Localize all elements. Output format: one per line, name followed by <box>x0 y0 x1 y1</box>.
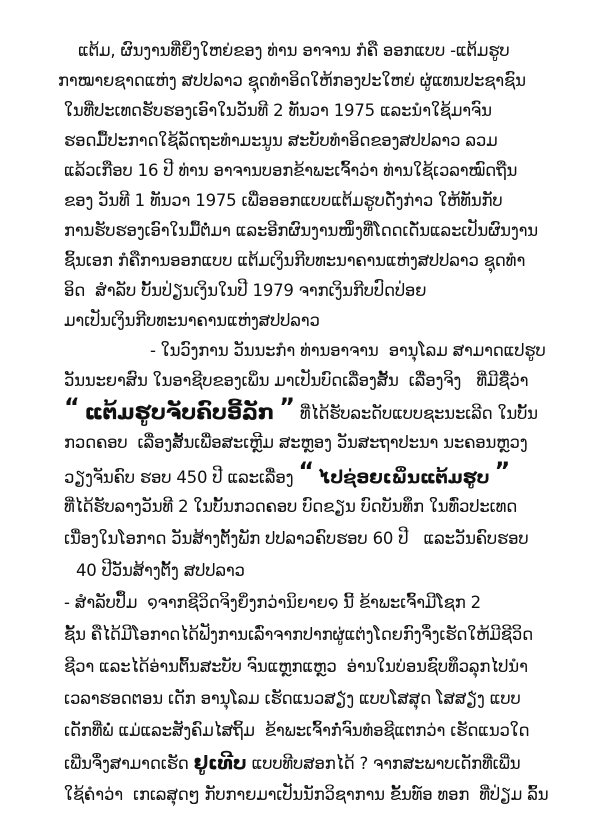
text-line: ແຕ້ມ, ຜົນງານທີ່ຍິ່ງໃຫຍ່ຂອງ ທ່ານ ອາຈານ ກໍຄື ອອກແບບ -ແຕ້ມຮູບ <box>78 41 510 60</box>
text-line: ກວດຄອບ ເລື່ອງສັ້ນເພື່ອສະເຫຼີມ ສະຫຼອງ ວັນສະຖາປະນາ ນະຄອນຫຼວງ <box>64 433 528 452</box>
text-line: ແລ້ວເກືອບ 16 ປີ ທ່ານ ອາຈານບອກຂ້າພະເຈົ້າວ່າ ທ່ານໃຊ້ເວລາໝົດຖືນ <box>64 161 518 180</box>
text-line: - ໃນວົງການ ວັນນະກຳ ທ່ານອາຈານ ອານຸໂລມ ສາມາດແປຮູບ <box>150 341 546 360</box>
open-quote: “ <box>298 457 314 485</box>
text-line: ຊິ້ນເອກ ກໍຄືການອອກແບບ ແຕ້ມເງິນກີບທະນາຄານແຫ່ງສປປລາວ ຊຸດທຳ <box>64 251 526 270</box>
text-line: 40 ປີວັນສ້າງຕັ້ງ ສປປລາວ <box>76 561 245 580</box>
text-line: ຊັ້ນ ຄືໄດ້ມີໂອກາດໄດ້ຟັງການເລົ່າຈາກປາກຜູ່ແຕ່ງໂດຍກົງຈຶ່ງເຮັດໃຫ້ມີຊີວິດ <box>64 625 533 644</box>
text-line: ໃນທີ່ປະເທດຮັບຮອງເອົາໃນວັນທີ 2 ທັນວາ 1975 ແລະນຳໃຊ້ມາຈົນ <box>64 101 492 120</box>
close-quote: ” <box>494 457 511 485</box>
story-title-1: ແຕ້ມຮູບຈັບຄົບອີ້ລັກ <box>84 400 275 424</box>
text-line: ວັນນະຍາສົນ ໃນອາຊີບຂອງເພິ່ນ ມາເປັນບົດເລື່ອງສັ້ນ ເລື່ອງຈິງ ທີ່ມີຊື່ວ່າ <box>64 371 529 390</box>
text-line: ເພີ່ນຈຶ່ງສາມາດເຮັດ ຢູເທີບ ແບບທີບສອກໄດ້ ? ຈາກສະພາບເດັກທີ່ເພີ່ນ <box>64 752 521 774</box>
text-line: ທີ່ໄດ້ຮັບລາງວັນທີ 2 ໃນບັ້ນກວດຄອບ ບົດຂຽນ ບົດບັນທຶກ ໃນທົ່ວປະເທດ <box>64 497 518 516</box>
text-line: ເນື່ອງໃນໂອກາດ ວັນສ້າງຕັ້ງພັກ ປປລາວຄົບຮອບ 60 ປີ ແລະວັນຄົບຮອບ <box>64 529 529 548</box>
text-line: ເດັກທີ່ພໍ່ ແມ່ແລະສັງຄົມໄສຖິ້ມ ຂ້າພະເຈົ້າກໍ່ຈົນທໍອຊີແຕກວ່າ ເຮັດແນວໃດ <box>64 721 530 740</box>
text-line: ຮອດມື້ປະກາດໃຊ້ລັດຖະທຳມະນູນ ສະບັບທຳອິດຂອງສປປລາວ ລວມ <box>64 131 498 150</box>
text-line: ໃຊ້ຄຳວ່າ ເກເລສຸດໆ ກັບກາຍມາເປັນນັກວິຊາການ ຂັ້ນທ໌ອ ທອກ ທີ່ປ່ຽມ ລົ້ນ <box>64 785 549 804</box>
text-line: - ສຳລັບປຶ້ມ ໑ຈາກຊີວິດຈິງຍິ່ງກວ່ານິຍາຍ໑ ນີ້ ຂ້າພະເຈົ້າມີໂຊກ 2 <box>64 593 481 612</box>
text-line: ຂອງ ວັນທີ 1 ທັນວາ 1975 ເພື່ອອອກແບບແຕ້ມຮູບດັ່ງກ່າວ ໃຫ້ທັນກັບ <box>64 191 503 210</box>
text-line: ອິດ ສຳລັບ ບັ້ນປ່ຽນເງິນໃນປີ 1979 ຈາກເງິນກີບປົດປ່ອຍ <box>64 281 427 300</box>
text-line-title: “ ແຕ້ມຮູບຈັບຄົບອີ້ລັກ ” ທີ່ໄດ້ຮັບລະດັບແບບຊະນະເລີດ ໃນບັ້ນ <box>64 393 538 424</box>
text-line: ການຮັບຮອງເອົາໃນມື້ຕໍ່ມາ ແລະອີກຜົນງານໜຶ່ງທີ່ໂດດເດັ່ນແລະເປັນຜົນງານ <box>64 221 538 240</box>
text-line-title: ວຽງຈັນຄົບ ຮອບ 450 ປີ ແລະເລື່ອງ “ ໄປຊ່ອຍເພິ່ນແຕ້ມຮູບ ” <box>64 457 511 488</box>
text-line: ມາເປັນເງິນກີບທະນາຄານແຫ່ງສປປລາວ <box>64 311 320 330</box>
emphasized-word: ຢູເທີບ <box>193 752 247 774</box>
text-line: ເວລາຮອດຕອນ ເດັກ ອານຸໂລມ ເຮັດແນວສຽ່ງ ແບບໂສສຸດ ໂສສຽ່ງ ແບບ <box>64 689 521 708</box>
open-quote: “ <box>64 393 80 421</box>
text-line: ກາໝາຍຊາດແຫ່ງ ສປປລາວ ຊຸດທຳອິດໃຫ້ກອງປະໃຫຍ່ ຜູ່ແທນປະຊາຊົນ <box>58 71 526 90</box>
text-line: ຊີວາ ແລະໄດ້ອ່ານຕົ້ນສະບັບ ຈົນແຫຼກແຫຼວ ອ່ານໃນບ່ອນຊົບທຶວລຸກໄປນຳ <box>64 657 528 676</box>
close-quote: ” <box>279 393 295 421</box>
story-title-2: ໄປຊ່ອຍເພິ່ນແຕ້ມຮູບ <box>319 467 490 488</box>
